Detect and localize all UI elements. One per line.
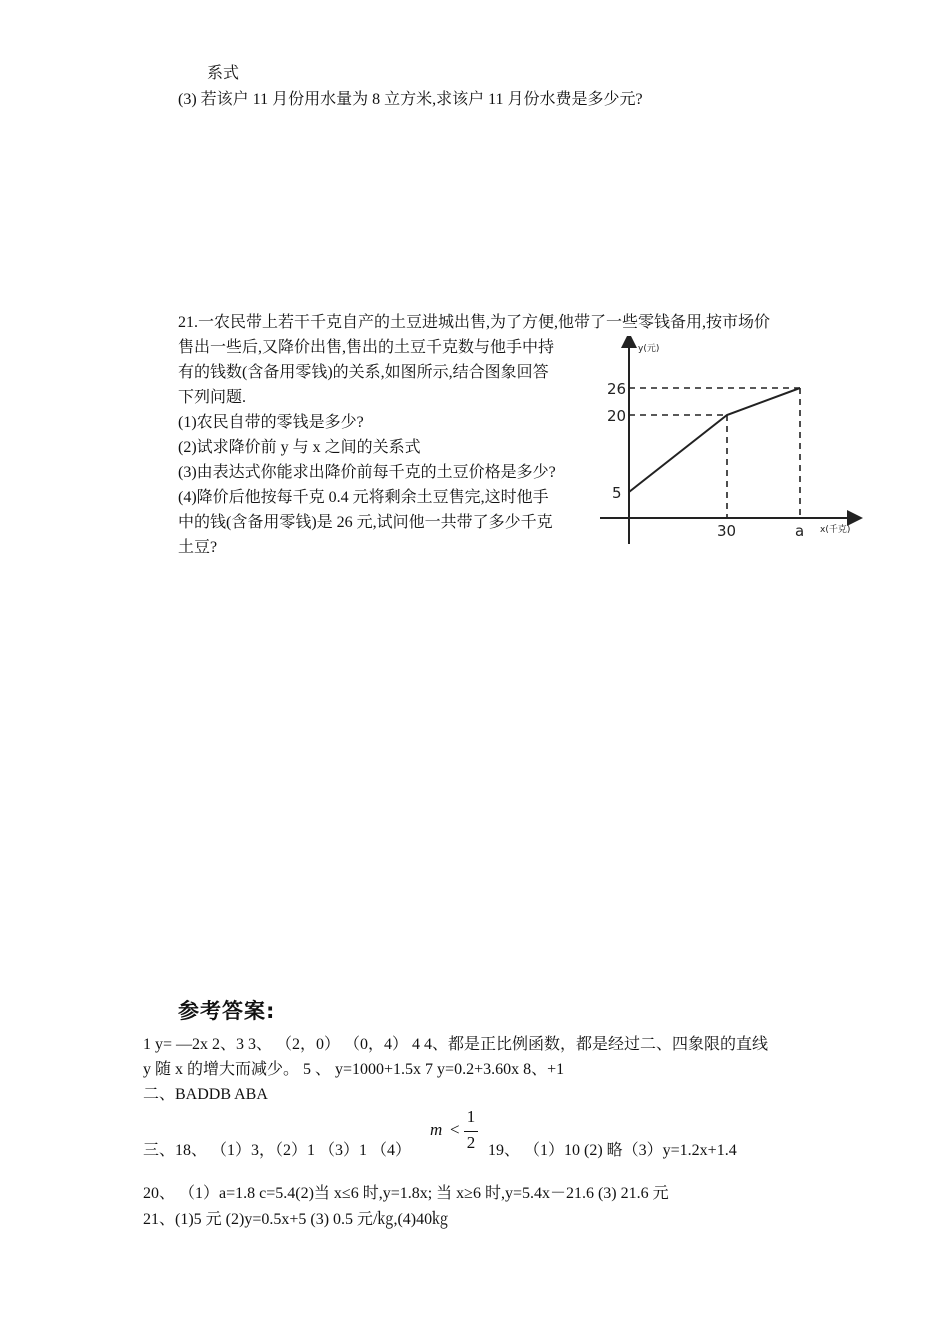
y-axis-label: y(元) bbox=[638, 344, 660, 354]
answer-line-5: 20、 （1）a=1.8 c=5.4(2)当 x≤6 时,y=1.8x; 当 x≥6 时,y=5.4x－21.6 (3) 21.6 元 bbox=[143, 1185, 669, 1202]
fraction-numerator: 1 bbox=[466, 1107, 476, 1126]
answer-line-6: 21、(1)5 元 (2)y=0.5x+5 (3) 0.5 元/㎏,(4)40㎏ bbox=[143, 1211, 449, 1228]
q21-line: 下列问题. bbox=[178, 389, 247, 406]
answers-heading: 参考答案: bbox=[178, 999, 276, 1023]
q20-continuation: 系式 bbox=[207, 65, 240, 82]
x-tick-label-a: a bbox=[795, 522, 805, 540]
fraction-bar bbox=[464, 1131, 478, 1132]
answer-line-4-suffix: 19、 （1）10 (2) 略（3）y=1.2x+1.4 bbox=[488, 1142, 737, 1159]
x-axis-label: x(千克) bbox=[820, 525, 851, 535]
q21-line: 售出一些后,又降价出售,售出的土豆千克数与他手中持 bbox=[178, 339, 555, 356]
answer-line-1: 1 y= —2x 2、3 3、 （2，0） （0，4） 4 4、都是正比例函数，都是经过二、四象限的直线 bbox=[143, 1036, 769, 1053]
fraction-denominator: 2 bbox=[466, 1133, 476, 1152]
q21-line: 21.一农民带上若干千克自产的土豆进城出售,为了方便,他带了一些零钱备用,按市场价 bbox=[178, 314, 771, 331]
x-tick-label-30: 30 bbox=[717, 522, 737, 540]
y-tick-label-20: 20 bbox=[607, 407, 627, 425]
y-tick-label-26: 26 bbox=[607, 380, 627, 398]
fraction-relation: < bbox=[450, 1120, 460, 1139]
y-tick-label-5: 5 bbox=[612, 484, 622, 502]
q21-line: 中的钱(含备用零钱)是 26 元,试问他一共带了多少千克 bbox=[178, 514, 553, 531]
data-line bbox=[629, 388, 800, 492]
q20-part3: (3) 若该户 11 月份用水量为 8 立方米,求该户 11 月份水费是多少元? bbox=[178, 91, 643, 108]
q21-line: (2)试求降价前 y 与 x 之间的关系式 bbox=[178, 439, 421, 456]
answer-line-4-prefix: 三、18、 （1）3，（2）1 （3）1 （4） bbox=[143, 1142, 412, 1159]
q21-line: (1)农民自带的零钱是多少? bbox=[178, 414, 364, 431]
q21-line: 土豆? bbox=[178, 539, 218, 556]
q21-line: 有的钱数(含备用零钱)的关系,如图所示,结合图象回答 bbox=[178, 364, 549, 381]
answer-fraction bbox=[430, 1107, 480, 1160]
answer-line-2: y 随 x 的增大而减少。 5 、 y=1000+1.5x 7 y=0.2+3.60x 8、+1 bbox=[143, 1061, 565, 1078]
answer-line-3: 二、BADDB ABA bbox=[143, 1086, 268, 1103]
q21-graph bbox=[600, 336, 870, 551]
q21-line: (4)降价后他按每千克 0.4 元将剩余土豆售完,这时他手 bbox=[178, 489, 549, 506]
q21-line: (3)由表达式你能求出降价前每千克的土豆价格是多少? bbox=[178, 464, 556, 481]
fraction-variable: m bbox=[430, 1120, 443, 1139]
